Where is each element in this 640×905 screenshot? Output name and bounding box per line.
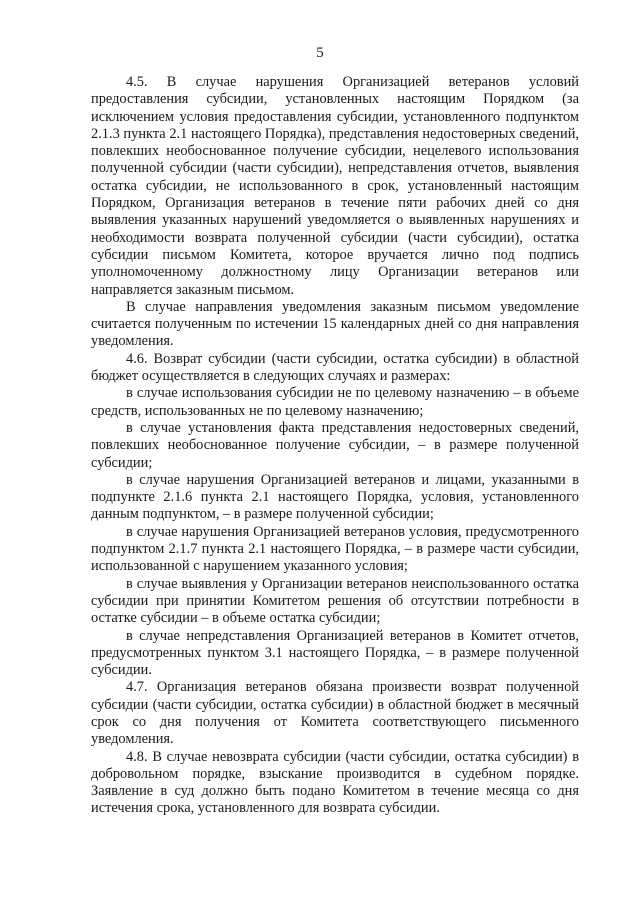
paragraph-4-6-case-2-1-7: в случае нарушения Организацией ветеранов условия, предусмотренного подпунктом 2.1.7 пункта 2.1 настоящего Порядка, – в размере части субсидии, использованной с нарушением указанного условия; (91, 523, 579, 575)
paragraph-4-6: 4.6. Возврат субсидии (части субсидии, остатка субсидии) в областной бюджет осуществляется в следующих случаях и размерах: (91, 350, 579, 385)
document-body (91, 74, 579, 818)
paragraph-4-6-case-misuse: в случае использования субсидии не по целевому назначению – в объеме средств, использованных не по целевому назначению; (91, 385, 579, 419)
paragraph-4-8: 4.8. В случае невозврата субсидии (части субсидии, остатка субсидии) в добровольном порядке, взыскание производится в судебном порядке. Заявление в суд должно быть подано Комитетом в течение месяца со дня истечения срока, установленного для возврата субсидии. (91, 748, 579, 817)
paragraph-4-6-case-2-1-6: в случае нарушения Организацией ветеранов и лицами, указанными в подпункте 2.1.6 пункта 2.1 настоящего Порядка, условия, установленного данным подпунктом, – в размере полученной субсидии; (91, 471, 579, 523)
paragraph-4-7: 4.7. Организация ветеранов обязана произвести возврат полученной субсидии (части субсидии, остатка субсидии) в областной бюджет в месячный срок со дня получения от Комитета соответствующего письменного уведомления. (91, 679, 579, 748)
paragraph-4-5-notice: В случае направления уведомления заказным письмом уведомление считается полученным по истечении 15 календарных дней со дня направления уведомления. (91, 298, 579, 350)
paragraph-4-6-case-no-reports: в случае непредставления Организацией ветеранов в Комитет отчетов, предусмотренных пунктом 3.1 настоящего Порядка, – в размере полученной субсидии. (91, 627, 579, 679)
paragraph-4-6-case-remainder: в случае выявления у Организации ветеранов неиспользованного остатка субсидии при принятии Комитетом решения об отсутствии потребности в остатке субсидии – в объеме остатка субсидии; (91, 575, 579, 627)
paragraph-4-5: 4.5. В случае нарушения Организацией ветеранов условий предоставления субсидии, установленных настоящим Порядком (за исключением условия предоставления субсидии, установленного подпунктом 2.1.3 пункта 2.1 настоящего Порядка), представления недостоверных сведений, повлекших необоснованное получение субсидии, нецелевого использования полученной субсидии (части субсидии), непредставления отчетов, выявления остатка субсидии, не использованного в срок, установленный настоящим Порядком, Организация ветеранов в течение пяти рабочих дней со дня выявления указанных нарушений уведомляется о выявленных нарушениях и необходимости возврата полученной субсидии (части субсидии), остатка субсидии письмом Комитета, которое вручается лично под подпись уполномоченному должностному лицу Организации ветеранов или направляется заказным письмом. (91, 74, 579, 298)
paragraph-4-6-case-false-info: в случае установления факта представления недостоверных сведений, повлекших необоснованное получение субсидии, – в размере полученной субсидии; (91, 419, 579, 471)
page-number: 5 (316, 45, 324, 61)
